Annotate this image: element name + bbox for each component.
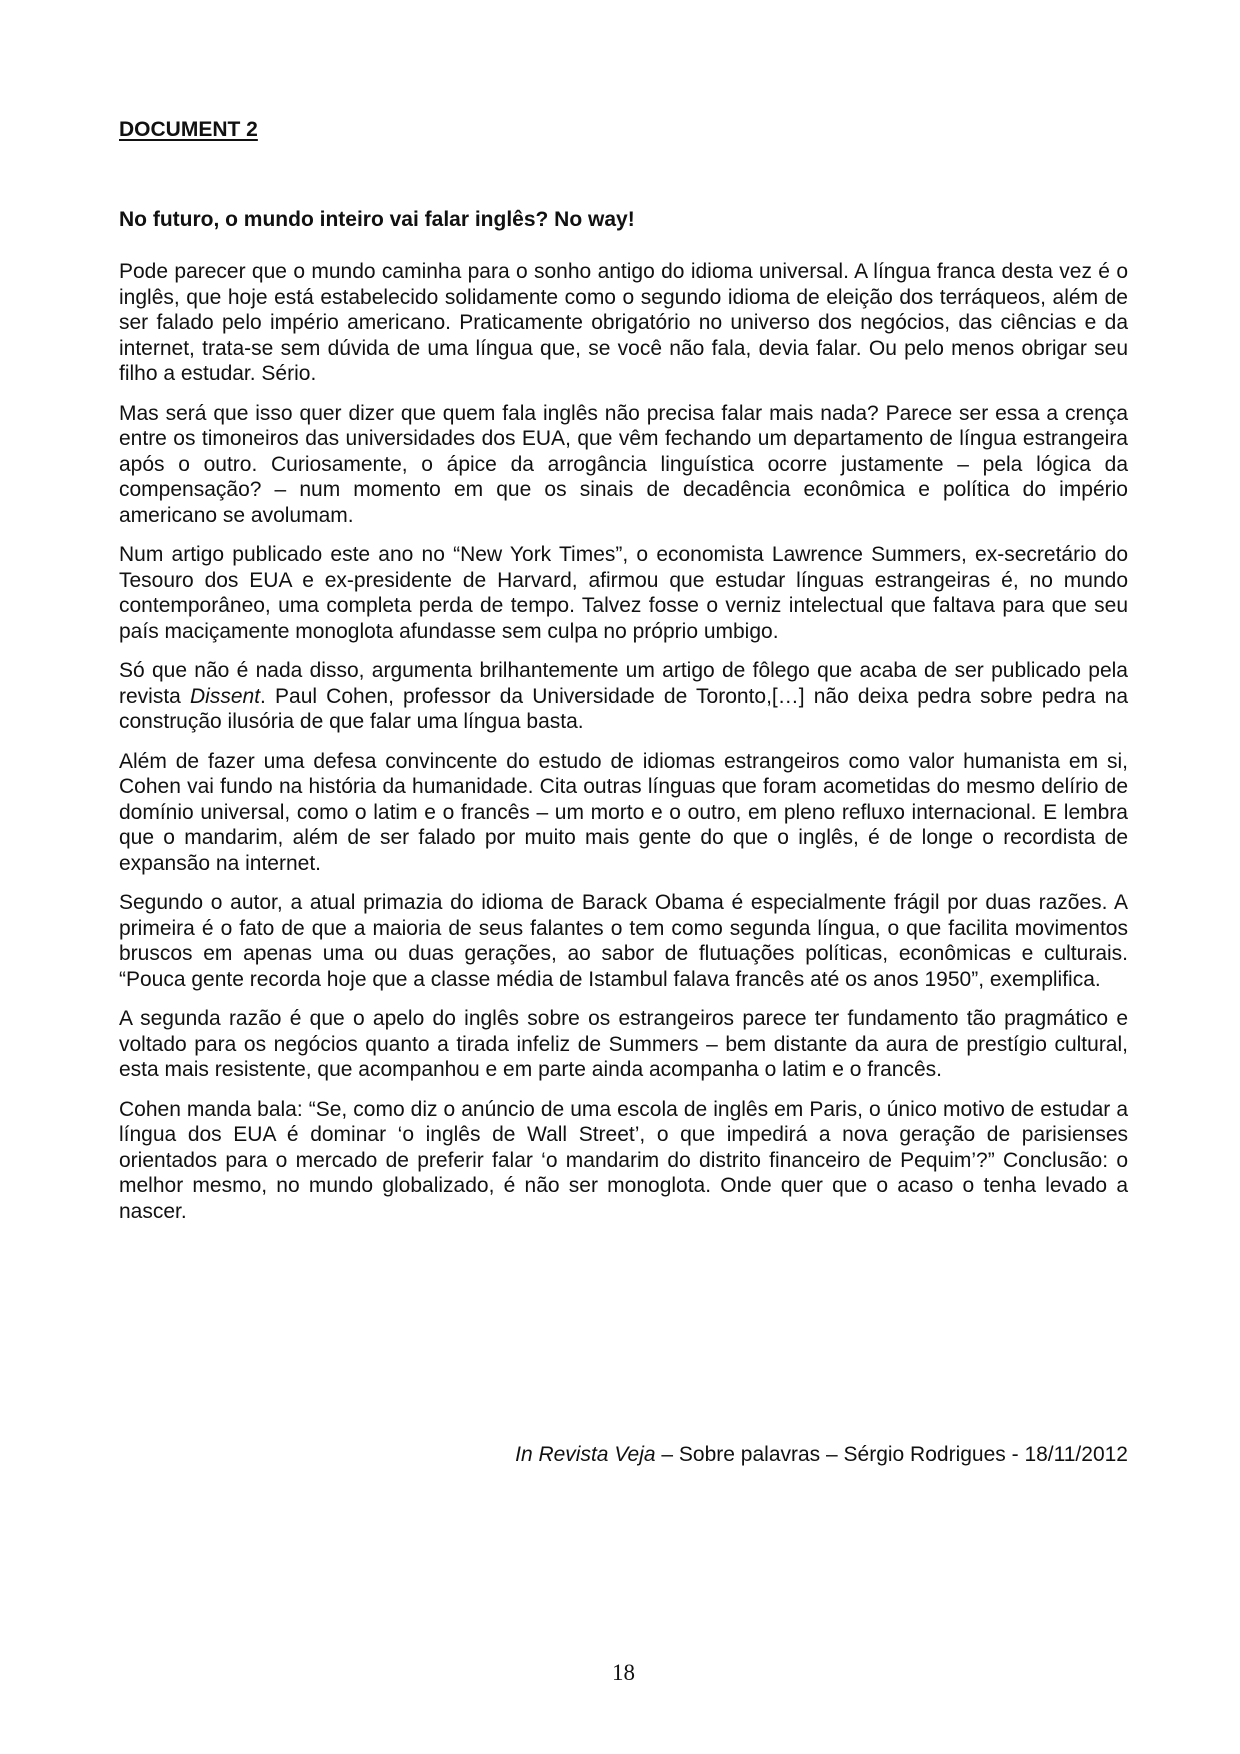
page-number: 18 — [612, 1660, 635, 1685]
paragraph-8: Cohen manda bala: “Se, como diz o anúncio de uma escola de inglês em Paris, o único motivo de estudar a língua dos EUA é dominar ‘o inglês de Wall Street’, o que impedirá a nova geração de parisienses orientados para o mercado de preferir falar ‘o mandarim do distrito financeiro de Pequim’?” Conclusão: o melhor mesmo, no mundo globalizado, é não ser monoglota. Onde quer que o acaso o tenha levado a nascer. — [119, 1097, 1128, 1223]
article-title: No futuro, o mundo inteiro vai falar inglês? No way! — [119, 208, 635, 231]
paragraph-4-before: Só que não é nada disso, argumenta brilhantemente um artigo de fôlego que acaba de ser publicado pela revista — [119, 659, 1128, 708]
paragraph-3: Num artigo publicado este ano no “New York Times”, o economista Lawrence Summers, ex-secretário do Tesouro dos EUA e ex-presidente de Harvard, afirmou que estudar línguas estrangeiras é, no mundo contemporâneo, uma completa perda de tempo. Talvez fosse o verniz intelectual que faltava para que seu país maciçamente monoglota afundasse sem culpa no próprio umbigo. — [119, 543, 1128, 643]
article-body — [119, 259, 1128, 1238]
paragraph-2: Mas será que isso quer dizer que quem fala inglês não precisa falar mais nada? Parece ser essa a crença entre os timoneiros das universidades dos EUA, que vêm fechando um departamento de língua estrangeira após o outro. Curiosamente, o ápice da arrogância linguística ocorre justamente – pela lógica da compensação? – num momento em que os sinais de decadência econômica e política do império americano se avolumam. — [119, 401, 1128, 527]
paragraph-6: Segundo o autor, a atual primazia do idioma de Barack Obama é especialmente frágil por duas razões. A primeira é o fato de que a maioria de seus falantes o tem como segunda língua, o que facilita movimentos bruscos em apenas uma ou duas gerações, ao sabor de flutuações políticas, econômicas e culturais. “Pouca gente recorda hoje que a classe média de Istambul falava francês até os anos 1950”, exemplifica. — [119, 891, 1128, 991]
paragraph-4 — [119, 658, 1128, 735]
source-publication: In Revista Veja — [515, 1443, 656, 1466]
paragraph-4-after: . Paul Cohen, professor da Universidade de Toronto,[…] não deixa pedra sobre pedra na construção ilusória de que falar uma língua basta. — [119, 684, 1129, 733]
source-details: – Sobre palavras – Sérgio Rodrigues - 18/11/2012 — [655, 1443, 1128, 1466]
paragraph-5: Além de fazer uma defesa convincente do estudo de idiomas estrangeiros como valor humanista em si, Cohen vai fundo na história da humanidade. Cita outras línguas que foram acometidas do mesmo delírio de domínio universal, como o latim e o francês – um morto e o outro, em pleno refluxo internacional. E lembra que o mandarim, além de ser falado por muito mais gente do que o inglês, é de longe o recordista de expansão na internet. — [119, 749, 1128, 875]
paragraph-1: Pode parecer que o mundo caminha para o sonho antigo do idioma universal. A língua franca desta vez é o inglês, que hoje está estabelecido solidamente como o segundo idioma de eleição dos terráqueos, além de ser falado pelo império americano. Praticamente obrigatório no universo dos negócios, das ciências e da internet, trata-se sem dúvida de uma língua que, se você não fala, devia falar. Ou pelo menos obrigar seu filho a estudar. Sério. — [119, 260, 1128, 385]
document-page — [119, 0, 1128, 1754]
source-citation — [515, 1443, 1128, 1467]
document-label: DOCUMENT 2 — [119, 118, 258, 141]
paragraph-7: A segunda razão é que o apelo do inglês sobre os estrangeiros parece ter fundamento tão pragmático e voltado para os negócios quanto a tirada infeliz de Summers – bem distante da aura de prestígio cultural, esta mais resistente, que acompanhou e em parte ainda acompanha o latim e o francês. — [119, 1007, 1128, 1081]
magazine-name: Dissent — [190, 684, 261, 708]
